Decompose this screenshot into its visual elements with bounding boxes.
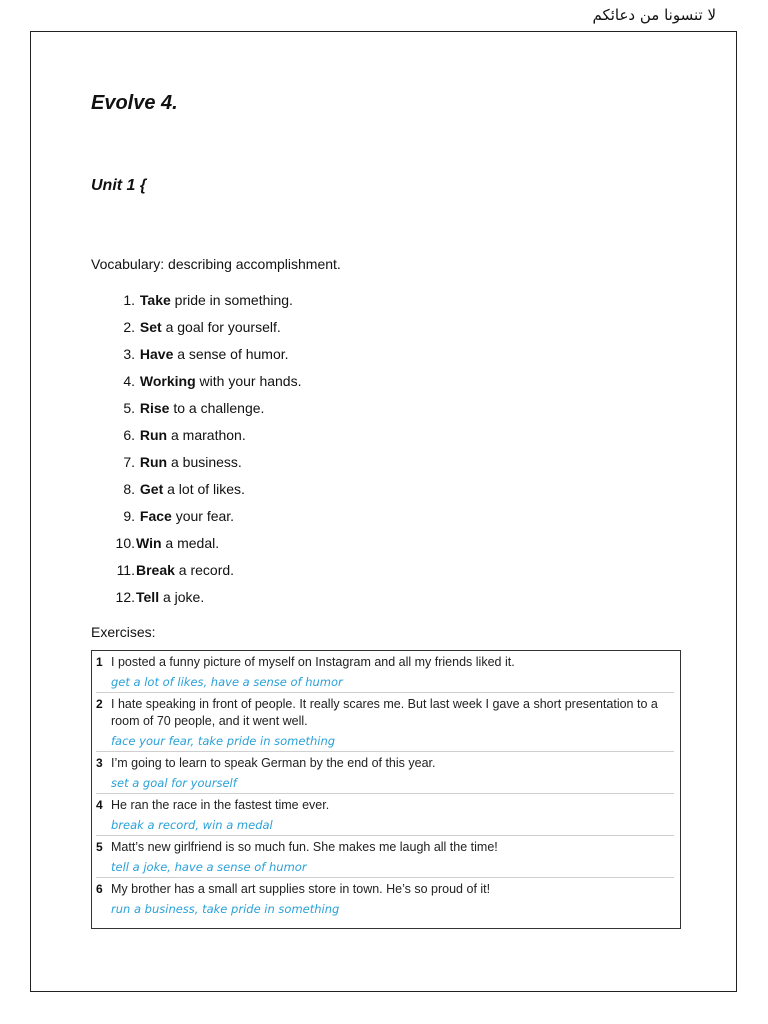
exercise-number: 1	[96, 655, 103, 669]
exercise-question: Matt’s new girlfriend is so much fun. She makes me laugh all the time!	[111, 840, 498, 854]
exercise-row	[96, 651, 674, 693]
vocabulary-phrase: a lot of likes.	[163, 481, 245, 497]
vocabulary-item-number: 2.	[123, 319, 135, 335]
exercise-question: I posted a funny picture of myself on Instagram and all my friends liked it.	[111, 655, 515, 669]
vocabulary-keyword: Run	[139, 454, 168, 470]
vocabulary-phrase: pride in something.	[170, 292, 293, 308]
vocabulary-phrase: a record.	[174, 562, 235, 578]
vocabulary-phrase: a marathon.	[167, 427, 246, 443]
exercise-answer: set a goal for yourself	[111, 776, 237, 790]
vocabulary-item	[91, 318, 301, 345]
vocabulary-keyword: Win	[136, 535, 162, 551]
vocabulary-keyword: Get	[139, 481, 164, 497]
vocabulary-item-number: 10.	[115, 535, 135, 551]
vocabulary-item	[91, 453, 301, 480]
exercise-answer: get a lot of likes, have a sense of humor	[111, 675, 343, 689]
exercise-table	[91, 650, 681, 929]
vocabulary-phrase: with your hands.	[195, 373, 302, 389]
vocabulary-keyword: Run	[139, 427, 168, 443]
vocabulary-phrase: to a challenge.	[169, 400, 265, 416]
vocabulary-heading: Vocabulary: describing accomplishment.	[91, 256, 341, 272]
exercise-question: I’m going to learn to speak German by the end of this year.	[111, 756, 436, 770]
header-note: لا تنسونا من دعائكم	[592, 6, 716, 24]
vocabulary-phrase: a goal for yourself.	[161, 319, 281, 335]
exercise-question: My brother has a small art supplies store in town. He’s so proud of it!	[111, 882, 491, 896]
vocabulary-item	[91, 534, 301, 561]
vocabulary-phrase: a joke.	[159, 589, 205, 605]
exercise-number: 4	[96, 798, 103, 812]
vocabulary-item	[91, 480, 301, 507]
book-title: Evolve 4.	[91, 92, 178, 114]
exercise-question: He ran the race in the fastest time ever.	[111, 798, 330, 812]
vocabulary-item	[91, 345, 301, 372]
vocabulary-item-number: 4.	[123, 373, 135, 389]
vocabulary-item	[91, 588, 301, 615]
exercise-row	[96, 836, 674, 878]
vocabulary-item	[91, 372, 301, 399]
vocabulary-phrase: a medal.	[161, 535, 220, 551]
exercise-answer: face your fear, take pride in something	[111, 734, 336, 748]
vocabulary-keyword: Rise	[139, 400, 170, 416]
vocabulary-phrase: a business.	[167, 454, 242, 470]
vocabulary-item	[91, 399, 301, 426]
vocabulary-keyword: Take	[139, 292, 171, 308]
vocabulary-keyword: Working	[139, 373, 196, 389]
unit-title: Unit 1 {	[91, 177, 147, 194]
exercise-row	[96, 752, 674, 794]
exercise-row	[96, 693, 674, 752]
vocabulary-item-number: 1.	[123, 292, 135, 308]
vocabulary-item	[91, 291, 301, 318]
exercise-answer: run a business, take pride in something	[111, 902, 340, 916]
vocabulary-keyword: Face	[139, 508, 172, 524]
vocabulary-phrase: a sense of humor.	[173, 346, 289, 362]
vocabulary-phrase: your fear.	[171, 508, 235, 524]
exercise-answer: break a record, win a medal	[111, 818, 273, 832]
vocabulary-item-number: 9.	[123, 508, 135, 524]
vocabulary-item	[91, 561, 301, 588]
vocabulary-keyword: Tell	[136, 589, 160, 605]
exercises-heading: Exercises:	[91, 624, 156, 640]
vocabulary-keyword: Set	[139, 319, 162, 335]
exercise-number: 2	[96, 697, 103, 711]
exercise-answer: tell a joke, have a sense of humor	[111, 860, 307, 874]
vocabulary-keyword: Break	[136, 562, 175, 578]
exercise-number: 5	[96, 840, 103, 854]
vocabulary-item-number: 11.	[116, 562, 135, 578]
vocabulary-item-number: 8.	[123, 481, 135, 497]
vocabulary-item	[91, 507, 301, 534]
vocabulary-item-number: 5.	[123, 400, 135, 416]
exercise-number: 3	[96, 756, 103, 770]
vocabulary-item-number: 7.	[123, 454, 135, 470]
vocabulary-keyword: Have	[139, 346, 174, 362]
vocabulary-item	[91, 426, 301, 453]
vocabulary-list	[91, 291, 301, 615]
exercise-number: 6	[96, 882, 103, 896]
exercise-question: I hate speaking in front of people. It really scares me. But last week I gave a short presentation to a room of 70 people, and it went well.	[111, 697, 658, 728]
vocabulary-item-number: 12.	[115, 589, 135, 605]
vocabulary-item-number: 3.	[123, 346, 135, 362]
exercise-row	[96, 794, 674, 836]
vocabulary-item-number: 6.	[123, 427, 135, 443]
exercise-row	[96, 878, 674, 919]
